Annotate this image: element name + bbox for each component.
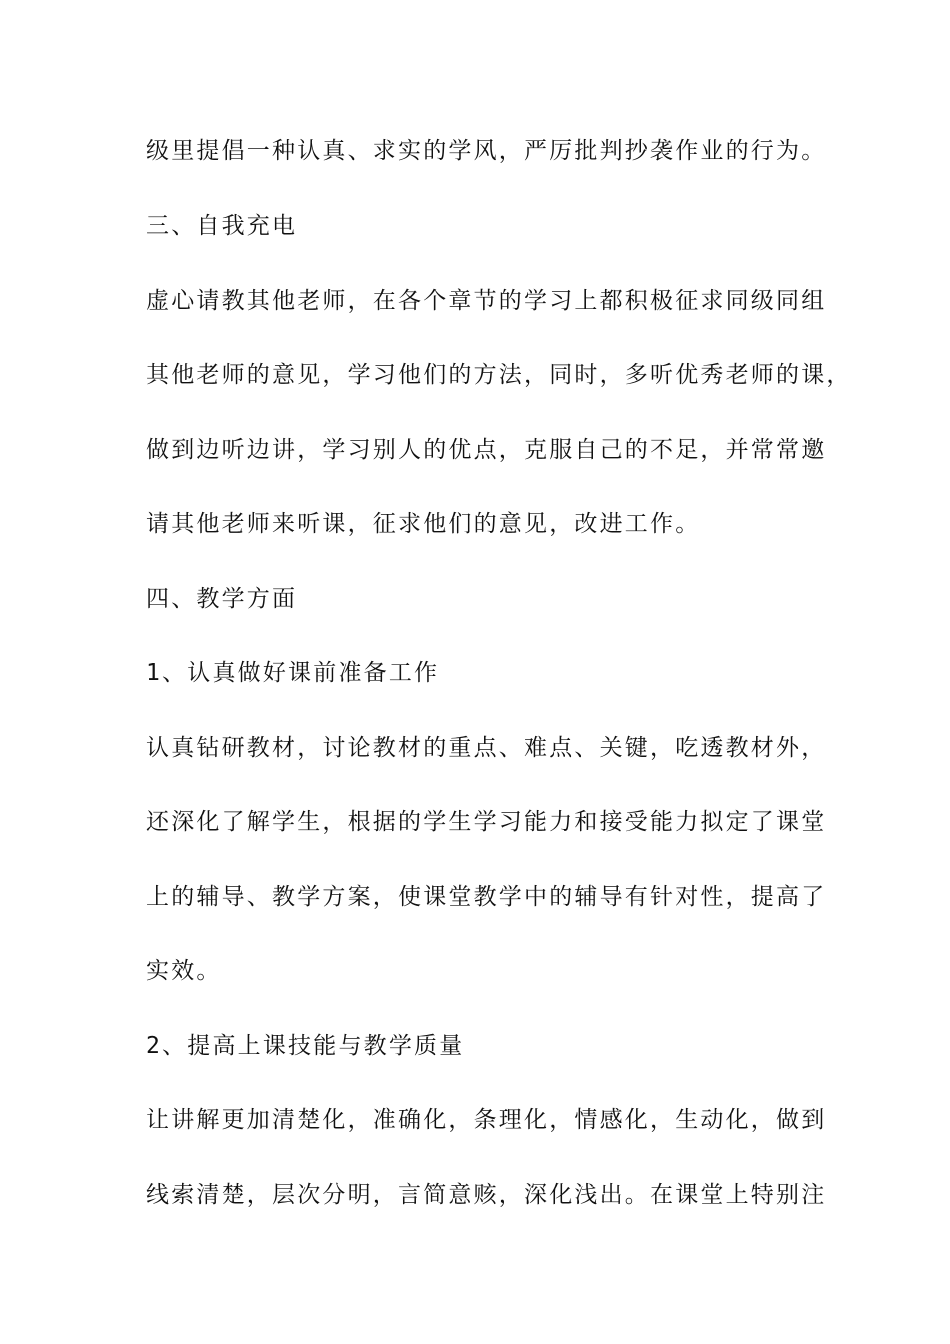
paragraph-line: 上的辅导、教学方案，使课堂教学中的辅导有针对性，提高了 [146, 884, 827, 910]
paragraph-line: 让讲解更加清楚化，准确化，条理化，情感化，生动化，做到 [146, 1107, 827, 1133]
paragraph-line: 还深化了解学生，根据的学生学习能力和接受能力拟定了课堂 [146, 809, 827, 835]
section-heading: 三、自我充电 [146, 213, 298, 239]
subsection-heading: 2、提高上课技能与教学质量 [146, 1033, 465, 1059]
paragraph-line: 其他老师的意见，学习他们的方法，同时，多听优秀老师的课， [146, 362, 852, 388]
paragraph-line: 认真钻研教材，讨论教材的重点、难点、关键，吃透教材外， [146, 735, 827, 761]
paragraph-line: 实效。 [146, 958, 222, 984]
paragraph-line: 请其他老师来听课，征求他们的意见，改进工作。 [146, 511, 701, 537]
paragraph-line: 做到边听边讲，学习别人的优点，克服自己的不足，并常常邀 [146, 437, 827, 463]
paragraph-line: 级里提倡一种认真、求实的学风，严厉批判抄袭作业的行为。 [146, 138, 827, 164]
subsection-heading: 1、认真做好课前准备工作 [146, 660, 440, 686]
section-heading: 四、教学方面 [146, 586, 298, 612]
paragraph-line: 线索清楚，层次分明，言简意赅，深化浅出。在课堂上特别注 [146, 1182, 827, 1208]
paragraph-line: 虚心请教其他老师，在各个章节的学习上都积极征求同级同组 [146, 288, 827, 314]
